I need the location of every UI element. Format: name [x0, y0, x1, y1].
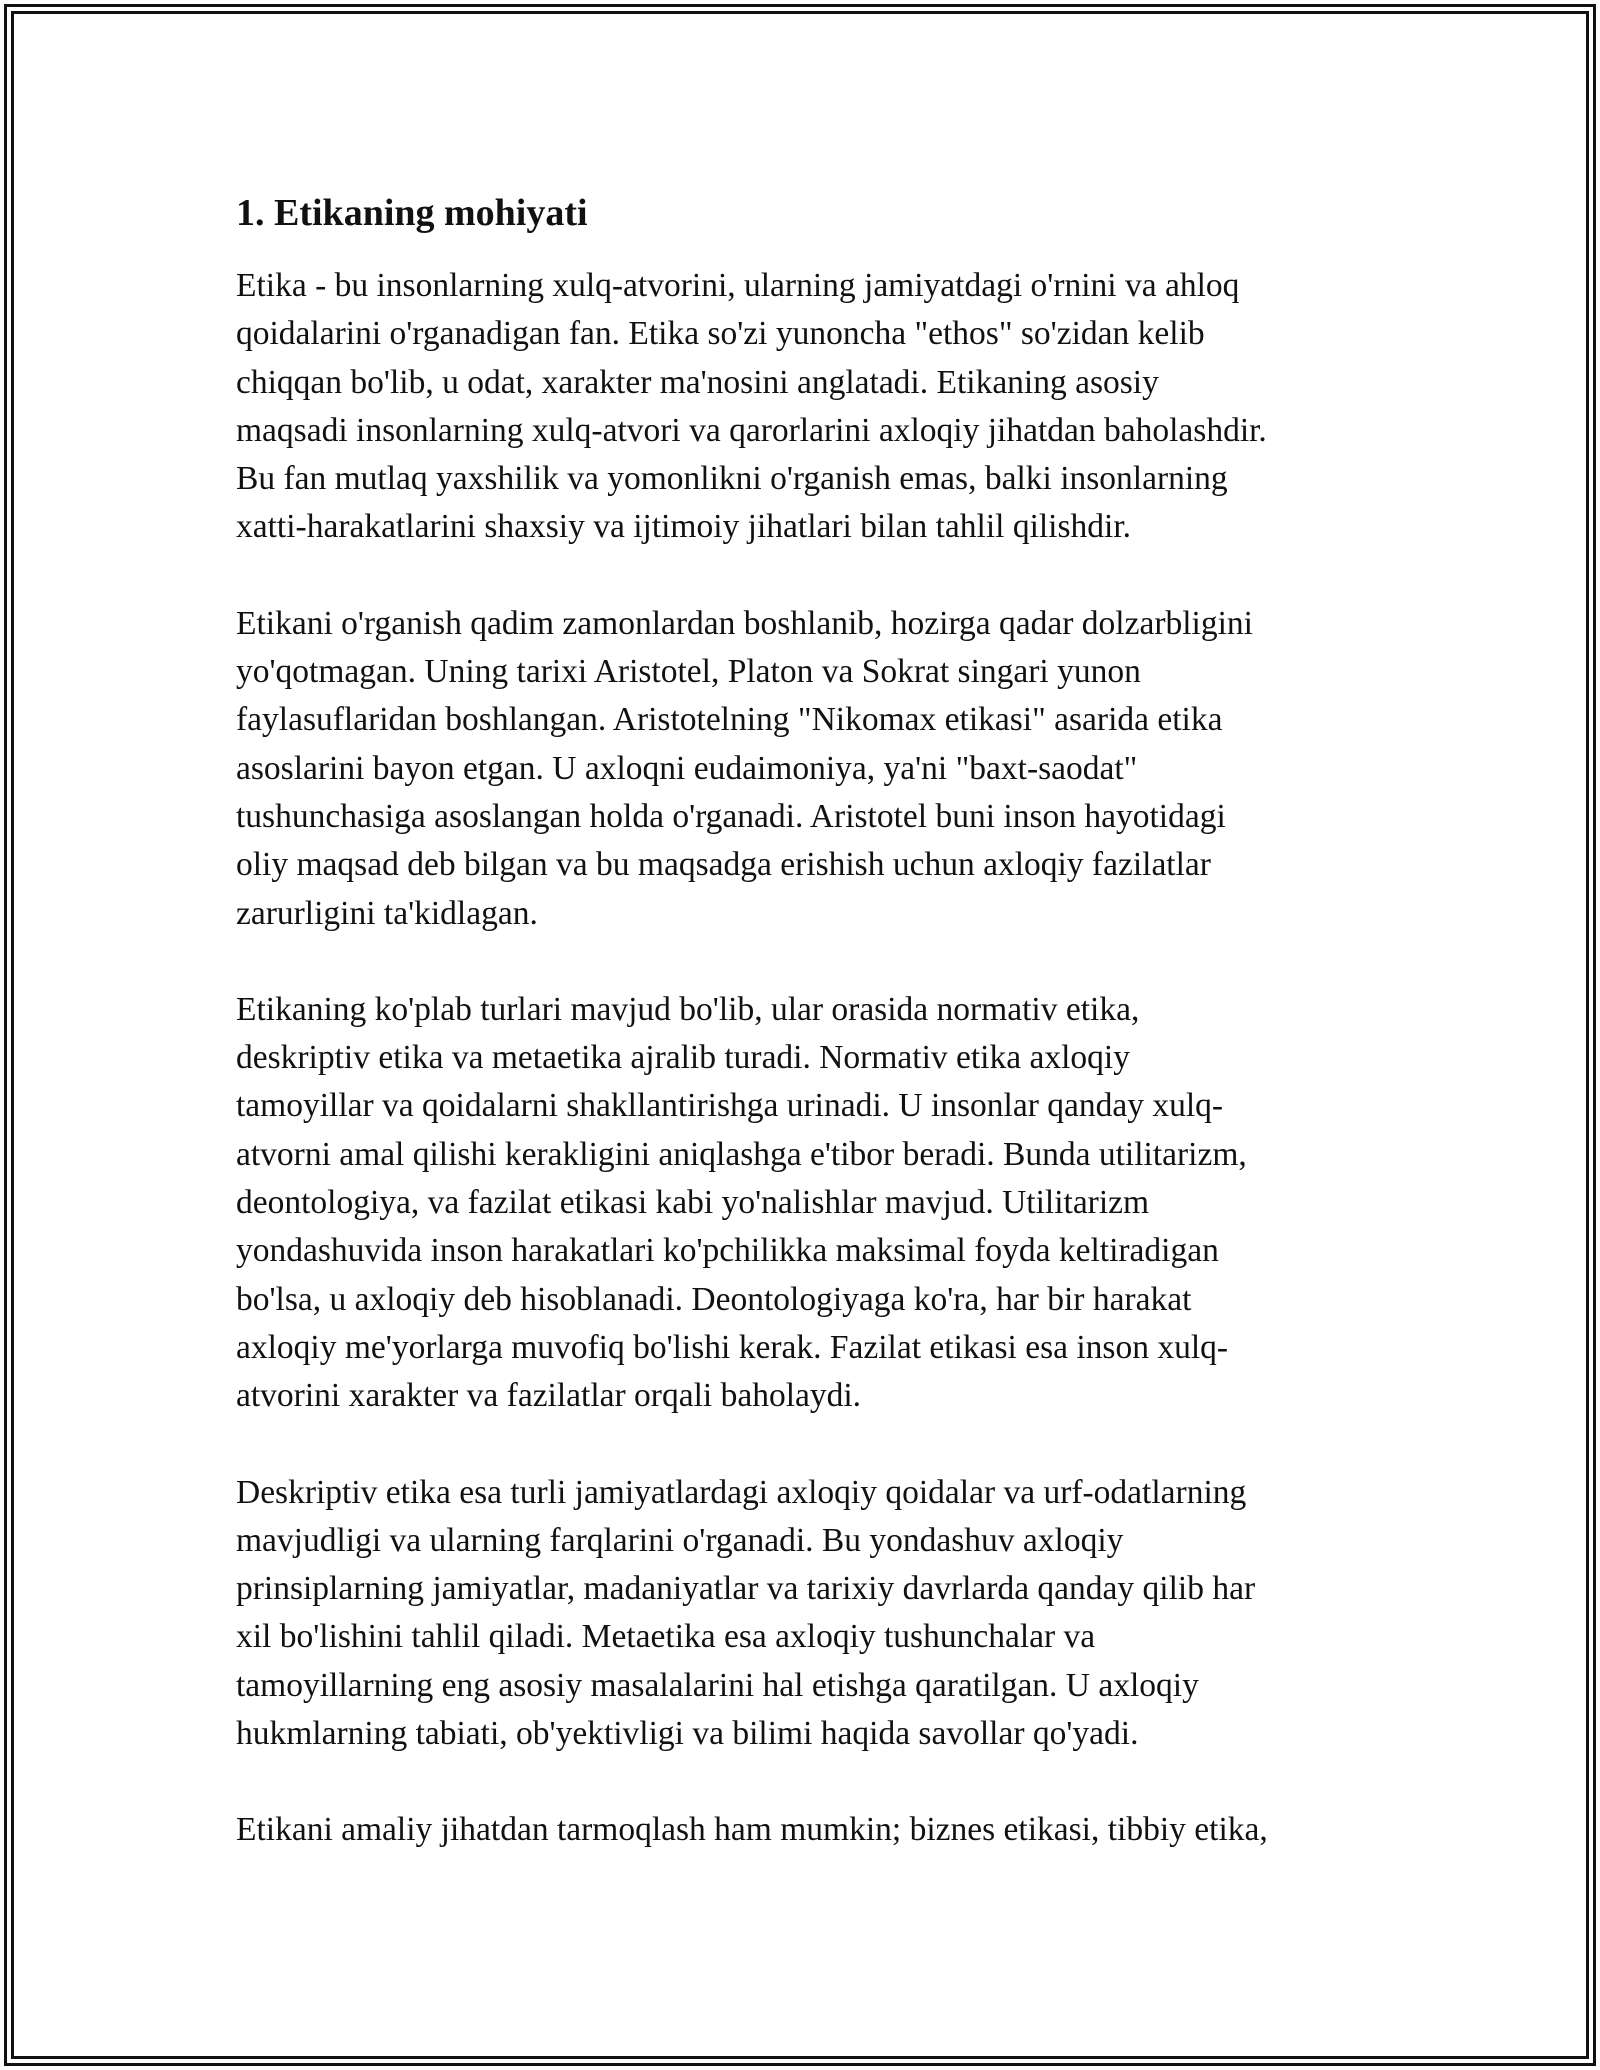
text-line: asoslarini bayon etgan. U axloqni eudaimoniya, ya'ni "baxt-saodat" [236, 749, 1138, 787]
paragraph-3 [236, 986, 1396, 1421]
paragraph-5 [236, 1806, 1396, 1854]
text-line: xatti-harakatlarini shaxsiy va ijtimoiy jihatlari bilan tahlil qilishdir. [236, 508, 1132, 546]
text-line: axloqiy me'yorlarga muvofiq bo'lishi kerak. Fazilat etikasi esa inson xulq- [236, 1328, 1229, 1366]
document-body [236, 186, 1396, 1903]
text-line: hukmlarning tabiati, ob'yektivligi va bilimi haqida savollar qo'yadi. [236, 1715, 1139, 1753]
text-line: faylasuflaridan boshlangan. Aristotelning "Nikomax etikasi" asarida etika [236, 701, 1223, 739]
text-line: atvorini xarakter va fazilatlar orqali baholaydi. [236, 1377, 862, 1415]
text-line: maqsadi insonlarning xulq-atvori va qarorlarini axloqiy jihatdan baholashdir. [236, 411, 1267, 449]
text-line: zarurligini ta'kidlagan. [236, 894, 538, 932]
text-line: atvorni amal qilishi kerakligini aniqlashga e'tibor beradi. Bunda utilitarizm, [236, 1135, 1247, 1173]
text-line: mavjudligi va ularning farqlarini o'rganadi. Bu yondashuv axloqiy [236, 1521, 1124, 1559]
text-line: Etikani amaliy jihatdan tarmoqlash ham mumkin; biznes etikasi, tibbiy etika, [236, 1811, 1268, 1849]
text-line: Etikani o'rganish qadim zamonlardan boshlanib, hozirga qadar dolzarbligini [236, 604, 1253, 642]
text-line: tamoyillarning eng asosiy masalalarini hal etishga qaratilgan. U axloqiy [236, 1666, 1199, 1704]
text-line: Deskriptiv etika esa turli jamiyatlardagi axloqiy qoidalar va urf-odatlarning [236, 1473, 1247, 1511]
text-line: bo'lsa, u axloqiy deb hisoblanadi. Deontologiyaga ko'ra, har bir harakat [236, 1280, 1192, 1318]
text-line: deskriptiv etika va metaetika ajralib turadi. Normativ etika axloqiy [236, 1039, 1130, 1077]
text-line: Etikaning ko'plab turlari mavjud bo'lib, ular orasida normativ etika, [236, 990, 1140, 1028]
text-line: Etika - bu insonlarning xulq-atvorini, ularning jamiyatdagi o'rnini va ahloq [236, 267, 1240, 304]
text-line: Bu fan mutlaq yaxshilik va yomonlikni o'rganish emas, balki insonlarning [236, 460, 1228, 498]
paragraph-1 [236, 262, 1396, 552]
paragraph-2 [236, 600, 1396, 938]
text-line: chiqqan bo'lib, u odat, xarakter ma'nosini anglatadi. Etikaning asosiy [236, 363, 1159, 401]
text-line: deontologiya, va fazilat etikasi kabi yo'nalishlar mavjud. Utilitarizm [236, 1184, 1150, 1222]
text-line: xil bo'lishini tahlil qiladi. Metaetika esa axloqiy tushunchalar va [236, 1618, 1096, 1656]
text-line: prinsiplarning jamiyatlar, madaniyatlar va tarixiy davrlarda qanday qilib har [236, 1570, 1256, 1608]
text-line: yo'qotmagan. Uning tarixi Aristotel, Platon va Sokrat singari yunon [236, 653, 1141, 691]
text-line: yondashuvida inson harakatlari ko'pchilikka maksimal foyda keltiradigan [236, 1232, 1219, 1270]
text-line: oliy maqsad deb bilgan va bu maqsadga erishish uchun axloqiy fazilatlar [236, 846, 1211, 884]
paragraph-4 [236, 1469, 1396, 1759]
text-line: tamoyillar va qoidalarni shakllantirishga urinadi. U insonlar qanday xulq- [236, 1087, 1224, 1125]
text-line: qoidalarini o'rganadigan fan. Etika so'zi yunoncha "ethos" so'zidan kelib [236, 315, 1205, 353]
text-line: tushunchasiga asoslangan holda o'rganadi. Aristotel buni inson hayotidagi [236, 797, 1226, 835]
section-title: 1. Etikaning mohiyati [236, 192, 588, 234]
